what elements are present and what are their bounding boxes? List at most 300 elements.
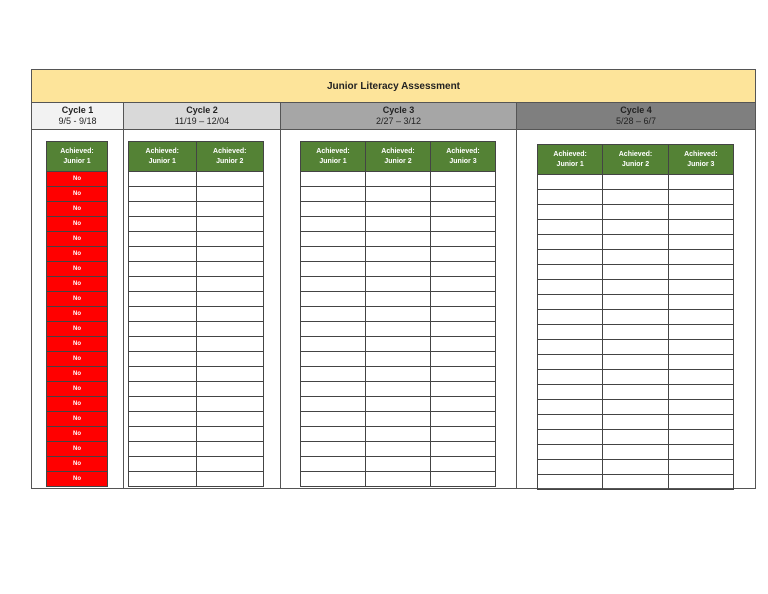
table-cell[interactable]: No bbox=[47, 397, 108, 412]
cycle-2-name: Cycle 2 bbox=[186, 105, 218, 115]
table-row bbox=[47, 412, 108, 427]
column-header bbox=[603, 145, 668, 175]
table-cell[interactable] bbox=[538, 190, 603, 205]
table-cell[interactable] bbox=[538, 460, 603, 475]
table-cell[interactable] bbox=[301, 352, 366, 367]
table-cell[interactable] bbox=[366, 397, 431, 412]
table-cell[interactable] bbox=[366, 262, 431, 277]
table-cell[interactable] bbox=[431, 412, 496, 427]
table-cell[interactable] bbox=[431, 307, 496, 322]
table-cell[interactable] bbox=[603, 235, 668, 250]
table-cell[interactable]: No bbox=[47, 262, 108, 277]
table-row bbox=[538, 280, 734, 295]
table-row bbox=[47, 277, 108, 292]
table-cell[interactable] bbox=[129, 457, 197, 472]
table-row bbox=[538, 190, 734, 205]
table-row bbox=[301, 232, 496, 247]
table-row bbox=[538, 430, 734, 445]
header-row bbox=[301, 142, 496, 172]
table-cell[interactable] bbox=[668, 235, 733, 250]
table-cell[interactable] bbox=[668, 295, 733, 310]
table-cell[interactable] bbox=[431, 442, 496, 457]
table-cell[interactable] bbox=[366, 472, 431, 487]
table-row bbox=[129, 412, 264, 427]
table-row bbox=[301, 307, 496, 322]
table-cell[interactable] bbox=[668, 385, 733, 400]
table-cell[interactable]: No bbox=[47, 472, 108, 487]
table-cell[interactable] bbox=[301, 442, 366, 457]
table-cell[interactable] bbox=[668, 265, 733, 280]
table-cell[interactable] bbox=[431, 427, 496, 442]
table-row bbox=[538, 175, 734, 190]
table-cell[interactable] bbox=[366, 247, 431, 262]
table-cell[interactable] bbox=[301, 457, 366, 472]
table-cell[interactable] bbox=[196, 382, 264, 397]
table-cell[interactable] bbox=[366, 442, 431, 457]
table-cell[interactable] bbox=[668, 205, 733, 220]
table-row bbox=[301, 292, 496, 307]
table-cell[interactable] bbox=[301, 397, 366, 412]
table-cell[interactable] bbox=[129, 337, 197, 352]
table-cell[interactable] bbox=[129, 442, 197, 457]
table-cell[interactable] bbox=[129, 382, 197, 397]
table-cell[interactable] bbox=[129, 172, 197, 187]
table-cell[interactable] bbox=[366, 352, 431, 367]
table-cell[interactable]: No bbox=[47, 202, 108, 217]
column-header-label: Achieved: bbox=[684, 150, 718, 158]
column-header bbox=[47, 142, 108, 172]
table-cell[interactable] bbox=[668, 190, 733, 205]
table-cell[interactable] bbox=[431, 277, 496, 292]
table-cell[interactable] bbox=[603, 370, 668, 385]
table-cell[interactable]: No bbox=[47, 457, 108, 472]
column-header-label: Achieved: bbox=[446, 147, 480, 155]
table-cell[interactable] bbox=[301, 367, 366, 382]
table-row bbox=[47, 442, 108, 457]
table-row bbox=[301, 457, 496, 472]
table-cell[interactable] bbox=[366, 277, 431, 292]
table-cell[interactable] bbox=[431, 457, 496, 472]
table-cell[interactable] bbox=[366, 337, 431, 352]
table-cell[interactable] bbox=[196, 457, 264, 472]
column-header-label: Achieved: bbox=[618, 150, 653, 158]
table-row bbox=[129, 202, 264, 217]
table-cell[interactable] bbox=[196, 262, 264, 277]
table-cell[interactable] bbox=[538, 205, 603, 220]
table-cell[interactable]: No bbox=[47, 277, 108, 292]
table-cell[interactable] bbox=[129, 307, 197, 322]
cycle-4-header bbox=[517, 103, 755, 130]
table-cell[interactable] bbox=[431, 262, 496, 277]
table-row bbox=[129, 262, 264, 277]
table-row bbox=[538, 445, 734, 460]
table-row bbox=[538, 235, 734, 250]
table-row bbox=[301, 367, 496, 382]
table-cell[interactable]: No bbox=[47, 352, 108, 367]
table-row bbox=[47, 307, 108, 322]
table-cell[interactable]: No bbox=[47, 442, 108, 457]
table-cell[interactable] bbox=[538, 355, 603, 370]
cycle-2-table bbox=[128, 141, 264, 487]
table-cell[interactable]: No bbox=[47, 292, 108, 307]
column-header-student: Junior 1 bbox=[556, 160, 584, 168]
table-cell[interactable] bbox=[129, 412, 197, 427]
cycle-3-table bbox=[300, 141, 496, 487]
table-cell[interactable] bbox=[538, 280, 603, 295]
table-cell[interactable] bbox=[431, 472, 496, 487]
table-cell[interactable] bbox=[366, 217, 431, 232]
table-row bbox=[47, 352, 108, 367]
table-cell[interactable] bbox=[366, 187, 431, 202]
table-cell[interactable] bbox=[603, 460, 668, 475]
table-cell[interactable] bbox=[668, 400, 733, 415]
table-cell[interactable] bbox=[603, 280, 668, 295]
table-cell[interactable] bbox=[196, 217, 264, 232]
table-row bbox=[301, 352, 496, 367]
table-row bbox=[47, 337, 108, 352]
table-cell[interactable]: No bbox=[47, 367, 108, 382]
table-cell[interactable] bbox=[196, 322, 264, 337]
table-cell[interactable] bbox=[603, 400, 668, 415]
table-cell[interactable] bbox=[196, 412, 264, 427]
table-cell[interactable]: No bbox=[47, 382, 108, 397]
table-row bbox=[301, 412, 496, 427]
table-cell[interactable] bbox=[668, 355, 733, 370]
table-cell[interactable] bbox=[366, 367, 431, 382]
table-cell[interactable] bbox=[603, 385, 668, 400]
table-row bbox=[129, 397, 264, 412]
table-cell[interactable] bbox=[301, 247, 366, 262]
table-cell[interactable] bbox=[301, 262, 366, 277]
table-row bbox=[47, 262, 108, 277]
table-cell[interactable] bbox=[431, 202, 496, 217]
cycle-4-section bbox=[517, 103, 755, 489]
table-cell[interactable] bbox=[538, 385, 603, 400]
table-cell[interactable] bbox=[129, 217, 197, 232]
column-header-student: Junior 1 bbox=[63, 157, 91, 165]
column-header-student: Junior 2 bbox=[216, 157, 244, 165]
table-row bbox=[129, 442, 264, 457]
table-cell[interactable] bbox=[668, 175, 733, 190]
table-cell[interactable] bbox=[538, 340, 603, 355]
table-cell[interactable]: No bbox=[47, 217, 108, 232]
table-cell[interactable] bbox=[366, 427, 431, 442]
table-cell[interactable] bbox=[603, 475, 668, 490]
table-row bbox=[538, 415, 734, 430]
table-cell[interactable] bbox=[538, 265, 603, 280]
table-row bbox=[47, 247, 108, 262]
table-cell[interactable] bbox=[538, 235, 603, 250]
cycle-4-name: Cycle 4 bbox=[620, 105, 652, 115]
table-cell[interactable] bbox=[301, 322, 366, 337]
table-row bbox=[538, 370, 734, 385]
table-cell[interactable] bbox=[366, 172, 431, 187]
table-cell[interactable] bbox=[196, 202, 264, 217]
table-row bbox=[538, 295, 734, 310]
table-cell[interactable] bbox=[196, 307, 264, 322]
table-row bbox=[301, 202, 496, 217]
table-cell[interactable] bbox=[366, 457, 431, 472]
table-cell[interactable] bbox=[538, 370, 603, 385]
table-cell[interactable] bbox=[301, 412, 366, 427]
table-cell[interactable] bbox=[431, 292, 496, 307]
column-header-label: Achieved: bbox=[60, 147, 94, 155]
table-row bbox=[301, 382, 496, 397]
table-cell[interactable] bbox=[129, 292, 197, 307]
table-cell[interactable] bbox=[431, 382, 496, 397]
table-cell[interactable] bbox=[196, 352, 264, 367]
table-cell[interactable] bbox=[366, 382, 431, 397]
table-cell[interactable] bbox=[196, 187, 264, 202]
table-row bbox=[301, 247, 496, 262]
table-cell[interactable] bbox=[603, 175, 668, 190]
table-cell[interactable] bbox=[603, 295, 668, 310]
table-row bbox=[538, 325, 734, 340]
table-row bbox=[47, 382, 108, 397]
table-row bbox=[129, 322, 264, 337]
table-cell[interactable] bbox=[668, 325, 733, 340]
table-cell[interactable] bbox=[668, 475, 733, 490]
column-header bbox=[301, 142, 366, 172]
table-cell[interactable] bbox=[538, 400, 603, 415]
table-cell[interactable] bbox=[196, 292, 264, 307]
table-row bbox=[538, 340, 734, 355]
table-cell[interactable] bbox=[366, 412, 431, 427]
table-cell[interactable]: No bbox=[47, 337, 108, 352]
header-row bbox=[538, 145, 734, 175]
table-row bbox=[301, 172, 496, 187]
table-cell[interactable] bbox=[668, 220, 733, 235]
table-row bbox=[301, 337, 496, 352]
cycle-2-section bbox=[124, 103, 281, 489]
table-cell[interactable] bbox=[603, 430, 668, 445]
table-cell[interactable] bbox=[129, 247, 197, 262]
table-cell[interactable] bbox=[538, 415, 603, 430]
table-cell[interactable] bbox=[301, 217, 366, 232]
column-header bbox=[431, 142, 496, 172]
column-header-student: Junior 3 bbox=[687, 160, 715, 168]
table-cell[interactable]: No bbox=[47, 307, 108, 322]
table-cell[interactable] bbox=[603, 310, 668, 325]
table-cell[interactable] bbox=[668, 370, 733, 385]
table-cell[interactable] bbox=[301, 232, 366, 247]
table-cell[interactable] bbox=[129, 397, 197, 412]
column-header-student: Junior 2 bbox=[621, 160, 650, 168]
column-header bbox=[366, 142, 431, 172]
table-cell[interactable] bbox=[603, 415, 668, 430]
table-cell[interactable] bbox=[196, 427, 264, 442]
table-cell[interactable] bbox=[129, 202, 197, 217]
table-row bbox=[538, 265, 734, 280]
assessment-sheet bbox=[31, 69, 756, 489]
table-cell[interactable] bbox=[538, 250, 603, 265]
table-cell[interactable] bbox=[538, 295, 603, 310]
table-cell[interactable] bbox=[431, 172, 496, 187]
table-row bbox=[47, 172, 108, 187]
table-cell[interactable] bbox=[538, 475, 603, 490]
table-row bbox=[301, 187, 496, 202]
cycle-2-dates: 11/19 – 12/04 bbox=[174, 116, 230, 126]
table-cell[interactable] bbox=[603, 220, 668, 235]
column-header bbox=[668, 145, 733, 175]
table-cell[interactable] bbox=[129, 367, 197, 382]
table-cell[interactable] bbox=[196, 397, 264, 412]
table-cell[interactable] bbox=[129, 187, 197, 202]
table-cell[interactable] bbox=[301, 187, 366, 202]
table-row bbox=[129, 232, 264, 247]
column-header-student: Junior 3 bbox=[449, 157, 477, 165]
column-header bbox=[196, 142, 264, 172]
table-row bbox=[538, 250, 734, 265]
table-row bbox=[129, 382, 264, 397]
cycle-1-name: Cycle 1 bbox=[61, 105, 94, 115]
column-header bbox=[129, 142, 197, 172]
table-cell[interactable] bbox=[668, 415, 733, 430]
table-row bbox=[301, 277, 496, 292]
table-row bbox=[538, 310, 734, 325]
table-cell[interactable] bbox=[668, 310, 733, 325]
table-cell[interactable] bbox=[196, 472, 264, 487]
table-cell[interactable] bbox=[129, 352, 197, 367]
table-row bbox=[129, 277, 264, 292]
table-cell[interactable] bbox=[538, 325, 603, 340]
table-cell[interactable] bbox=[603, 340, 668, 355]
table-row bbox=[129, 352, 264, 367]
table-cell[interactable] bbox=[301, 427, 366, 442]
table-cell[interactable] bbox=[603, 445, 668, 460]
table-row bbox=[538, 400, 734, 415]
table-row bbox=[47, 427, 108, 442]
table-row bbox=[47, 397, 108, 412]
table-cell[interactable] bbox=[196, 232, 264, 247]
table-cell[interactable] bbox=[538, 430, 603, 445]
table-cell[interactable] bbox=[366, 202, 431, 217]
table-cell[interactable] bbox=[431, 217, 496, 232]
table-row bbox=[129, 457, 264, 472]
table-cell[interactable] bbox=[196, 172, 264, 187]
table-row bbox=[47, 367, 108, 382]
table-cell[interactable] bbox=[431, 397, 496, 412]
table-row bbox=[129, 427, 264, 442]
table-cell[interactable] bbox=[366, 292, 431, 307]
table-cell[interactable] bbox=[431, 247, 496, 262]
table-cell[interactable] bbox=[301, 337, 366, 352]
table-cell[interactable] bbox=[603, 205, 668, 220]
table-cell[interactable] bbox=[366, 307, 431, 322]
table-row bbox=[301, 262, 496, 277]
table-cell[interactable] bbox=[538, 220, 603, 235]
table-cell[interactable] bbox=[196, 247, 264, 262]
table-row bbox=[47, 457, 108, 472]
table-cell[interactable] bbox=[431, 352, 496, 367]
table-cell[interactable] bbox=[603, 190, 668, 205]
table-cell[interactable]: No bbox=[47, 322, 108, 337]
table-row bbox=[129, 217, 264, 232]
column-header-student: Junior 1 bbox=[148, 157, 176, 165]
table-cell[interactable]: No bbox=[47, 172, 108, 187]
table-cell[interactable] bbox=[668, 250, 733, 265]
table-cell[interactable]: No bbox=[47, 232, 108, 247]
table-cell[interactable] bbox=[431, 187, 496, 202]
table-row bbox=[301, 427, 496, 442]
table-row bbox=[47, 217, 108, 232]
table-cell[interactable] bbox=[538, 310, 603, 325]
cycle-1-header bbox=[32, 103, 123, 130]
table-cell[interactable] bbox=[129, 427, 197, 442]
table-cell[interactable]: No bbox=[47, 247, 108, 262]
column-header bbox=[538, 145, 603, 175]
cycle-1-table bbox=[46, 141, 108, 487]
table-cell[interactable] bbox=[301, 382, 366, 397]
table-row bbox=[301, 217, 496, 232]
table-row bbox=[301, 322, 496, 337]
table-cell[interactable] bbox=[668, 460, 733, 475]
table-cell[interactable] bbox=[668, 280, 733, 295]
table-cell[interactable] bbox=[196, 367, 264, 382]
table-cell[interactable] bbox=[431, 337, 496, 352]
table-cell[interactable] bbox=[603, 325, 668, 340]
table-cell[interactable] bbox=[431, 322, 496, 337]
table-cell[interactable] bbox=[129, 277, 197, 292]
table-cell[interactable] bbox=[431, 232, 496, 247]
table-row bbox=[538, 205, 734, 220]
table-cell[interactable]: No bbox=[47, 427, 108, 442]
cycle-4-table bbox=[537, 144, 734, 490]
table-cell[interactable] bbox=[431, 367, 496, 382]
table-cell[interactable] bbox=[366, 232, 431, 247]
table-cell[interactable] bbox=[129, 472, 197, 487]
table-cell[interactable] bbox=[668, 340, 733, 355]
table-cell[interactable]: No bbox=[47, 412, 108, 427]
table-cell[interactable] bbox=[196, 337, 264, 352]
header-row bbox=[47, 142, 108, 172]
table-row bbox=[47, 322, 108, 337]
table-cell[interactable] bbox=[668, 445, 733, 460]
table-row bbox=[47, 472, 108, 487]
table-row bbox=[129, 337, 264, 352]
table-cell[interactable] bbox=[538, 445, 603, 460]
table-row bbox=[301, 472, 496, 487]
cycle-1-dates: 9/5 - 9/18 bbox=[58, 116, 97, 126]
table-cell[interactable] bbox=[196, 442, 264, 457]
table-cell[interactable] bbox=[129, 322, 197, 337]
table-cell[interactable] bbox=[301, 172, 366, 187]
cycle-2-header bbox=[124, 103, 280, 130]
table-cell[interactable] bbox=[538, 175, 603, 190]
table-cell[interactable] bbox=[603, 250, 668, 265]
table-row bbox=[47, 292, 108, 307]
table-cell[interactable]: No bbox=[47, 187, 108, 202]
table-cell[interactable] bbox=[129, 232, 197, 247]
table-row bbox=[538, 460, 734, 475]
table-row bbox=[301, 397, 496, 412]
table-cell[interactable] bbox=[301, 277, 366, 292]
table-cell[interactable] bbox=[301, 307, 366, 322]
table-cell[interactable] bbox=[668, 430, 733, 445]
column-header-student: Junior 2 bbox=[384, 157, 412, 165]
table-cell[interactable] bbox=[603, 355, 668, 370]
column-header-label: Achieved: bbox=[316, 147, 350, 155]
table-cell[interactable] bbox=[196, 277, 264, 292]
table-cell[interactable] bbox=[301, 292, 366, 307]
column-header-student: Junior 1 bbox=[319, 157, 347, 165]
table-cell[interactable] bbox=[301, 202, 366, 217]
table-row bbox=[129, 247, 264, 262]
table-cell[interactable] bbox=[129, 262, 197, 277]
table-cell[interactable] bbox=[366, 322, 431, 337]
table-cell[interactable] bbox=[301, 472, 366, 487]
table-cell[interactable] bbox=[603, 265, 668, 280]
